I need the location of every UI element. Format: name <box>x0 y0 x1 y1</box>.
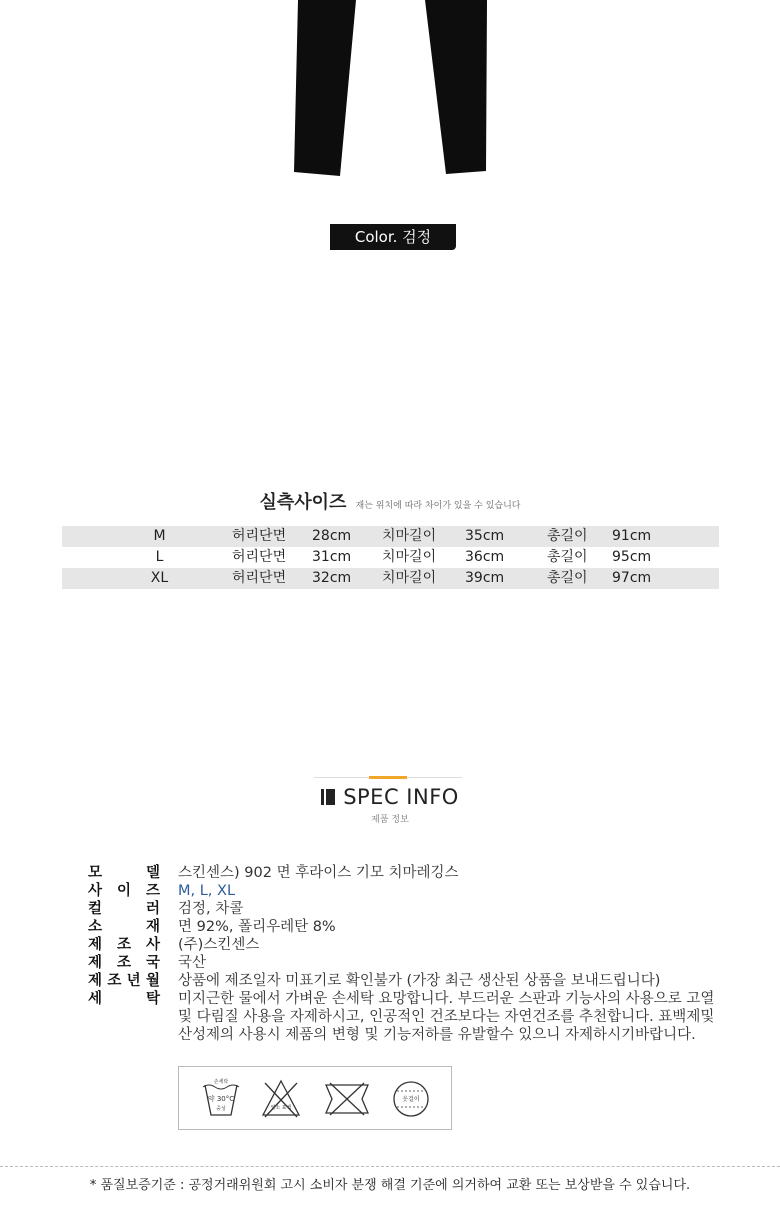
spec-key <box>88 954 160 972</box>
spec-key-char: 사 <box>145 937 160 953</box>
spec-subtitle: 제품 정보 <box>371 815 409 825</box>
size-row <box>62 547 719 568</box>
spec-row <box>88 918 728 936</box>
hang-dry-icon <box>389 1077 433 1121</box>
spec-value: 국산 <box>178 955 207 971</box>
spec-value: M, L, XL <box>178 883 236 899</box>
spec-key <box>88 882 160 900</box>
size-table <box>62 526 719 589</box>
right-leg <box>425 0 487 174</box>
spec-key <box>88 972 160 990</box>
left-leg <box>294 0 356 176</box>
spec-row <box>88 972 728 990</box>
spec-key-char: 러 <box>145 901 160 917</box>
wash-label: 손세탁 <box>213 1079 229 1085</box>
length-value: 36cm <box>465 549 505 565</box>
waist-value: 28cm <box>312 528 352 544</box>
spec-value: (주)스킨센스 <box>178 937 260 953</box>
spec-row <box>88 864 728 882</box>
spec-value: 상품에 제조일자 미표기로 확인불가 (가장 최근 생산된 상품을 보내드립니다) <box>178 973 661 989</box>
spec-key-char: 재 <box>145 919 160 935</box>
length-value: 35cm <box>465 528 505 544</box>
spec-key-char: 제 <box>88 955 103 971</box>
spec-value: 스킨센스) 902 면 후라이스 기모 치마레깅스 <box>178 865 459 881</box>
book-icon <box>321 789 335 805</box>
size-cell: L <box>155 549 164 565</box>
waist-label: 허리단면 <box>232 570 287 586</box>
spec-key-char: 조 <box>107 973 122 989</box>
spec-header <box>0 785 780 825</box>
spec-key-char: 조 <box>116 937 131 953</box>
spec-row <box>88 882 728 900</box>
size-note: 재는 위치에 따라 차이가 있을 수 있습니다 <box>355 501 521 511</box>
spec-key-char: 월 <box>145 973 160 989</box>
hand-wash-icon <box>199 1077 243 1121</box>
spec-value: 미지근한 물에서 가벼운 손세탁 요망합니다. 부드러운 스판과 기능사의 사용으로 고열 및 다림질 사용을 자제하시고, 인공적인 건조보다는 자연건조를 추천합니다. 표백제및 산성제의 사용시 제품의 변형 및 기능저하를 유발할수 있으니 자제하시기바랍니다. <box>178 991 715 1043</box>
spec-title: SPEC INFO <box>343 785 459 809</box>
spec-key-char: 사 <box>88 883 103 899</box>
spec-value: 면 92%, 폴리우레탄 8% <box>178 919 336 935</box>
total-label: 총길이 <box>547 528 588 544</box>
total-label: 총길이 <box>547 570 588 586</box>
total-value: 97cm <box>612 570 652 586</box>
spec-key <box>88 918 160 936</box>
no-bleach-icon <box>259 1077 303 1121</box>
waist-label: 허리단면 <box>232 528 287 544</box>
spec-key-char: 탁 <box>145 991 160 1007</box>
care-label-box <box>178 1066 452 1130</box>
length-label: 치마길이 <box>382 570 437 586</box>
spec-title-wrap <box>321 785 459 809</box>
spec-key-char: 국 <box>145 955 160 971</box>
waist-value: 32cm <box>312 570 352 586</box>
footer-divider <box>0 1166 780 1167</box>
color-tag: Color. 검정 <box>330 224 456 250</box>
spec-value: 검정, 차콜 <box>178 901 244 917</box>
spec-key-char: 이 <box>116 883 131 899</box>
quality-guarantee-note: * 품질보증기준 : 공정거래위원회 고시 소비자 분쟁 해결 기준에 의거하여 교환 또는 보상받을 수 있습니다. <box>89 1178 691 1193</box>
spec-row <box>88 990 728 1044</box>
bleach-label: 염소 표백 <box>270 1105 292 1111</box>
total-value: 95cm <box>612 549 652 565</box>
spec-key-char: 즈 <box>145 883 160 899</box>
spec-key-char: 모 <box>88 865 103 881</box>
spec-key-char: 소 <box>88 919 103 935</box>
size-title: 실측사이즈 <box>259 492 347 513</box>
size-cell: M <box>153 528 166 544</box>
length-label: 치마길이 <box>382 549 437 565</box>
spec-row <box>88 936 728 954</box>
no-dryer-icon <box>322 1077 372 1121</box>
spec-key-char: 제 <box>88 973 103 989</box>
spec-accent-bar <box>369 776 407 779</box>
spec-key <box>88 900 160 918</box>
spec-key <box>88 990 160 1044</box>
spec-row <box>88 900 728 918</box>
spec-key-char: 델 <box>145 865 160 881</box>
spec-key-char: 조 <box>116 955 131 971</box>
spec-row <box>88 954 728 972</box>
waist-value: 31cm <box>312 549 352 565</box>
total-value: 91cm <box>612 528 652 544</box>
spec-key <box>88 864 160 882</box>
wash-note: 중성 <box>216 1106 226 1112</box>
spec-list <box>88 864 728 1044</box>
spec-key-char: 컬 <box>88 901 103 917</box>
size-section-title <box>0 488 780 514</box>
total-label: 총길이 <box>547 549 588 565</box>
length-value: 39cm <box>465 570 505 586</box>
size-cell: XL <box>150 570 169 586</box>
size-row <box>62 568 719 589</box>
product-image <box>0 0 780 190</box>
spec-key-char: 제 <box>88 937 103 953</box>
size-row <box>62 526 719 547</box>
waist-label: 허리단면 <box>232 549 287 565</box>
spec-key-char: 년 <box>126 973 141 989</box>
spec-key <box>88 936 160 954</box>
hang-label: 옷걸이 <box>402 1096 420 1103</box>
length-label: 치마길이 <box>382 528 437 544</box>
wash-temp: 약 30°C <box>207 1095 235 1103</box>
spec-key-char: 세 <box>88 991 103 1007</box>
